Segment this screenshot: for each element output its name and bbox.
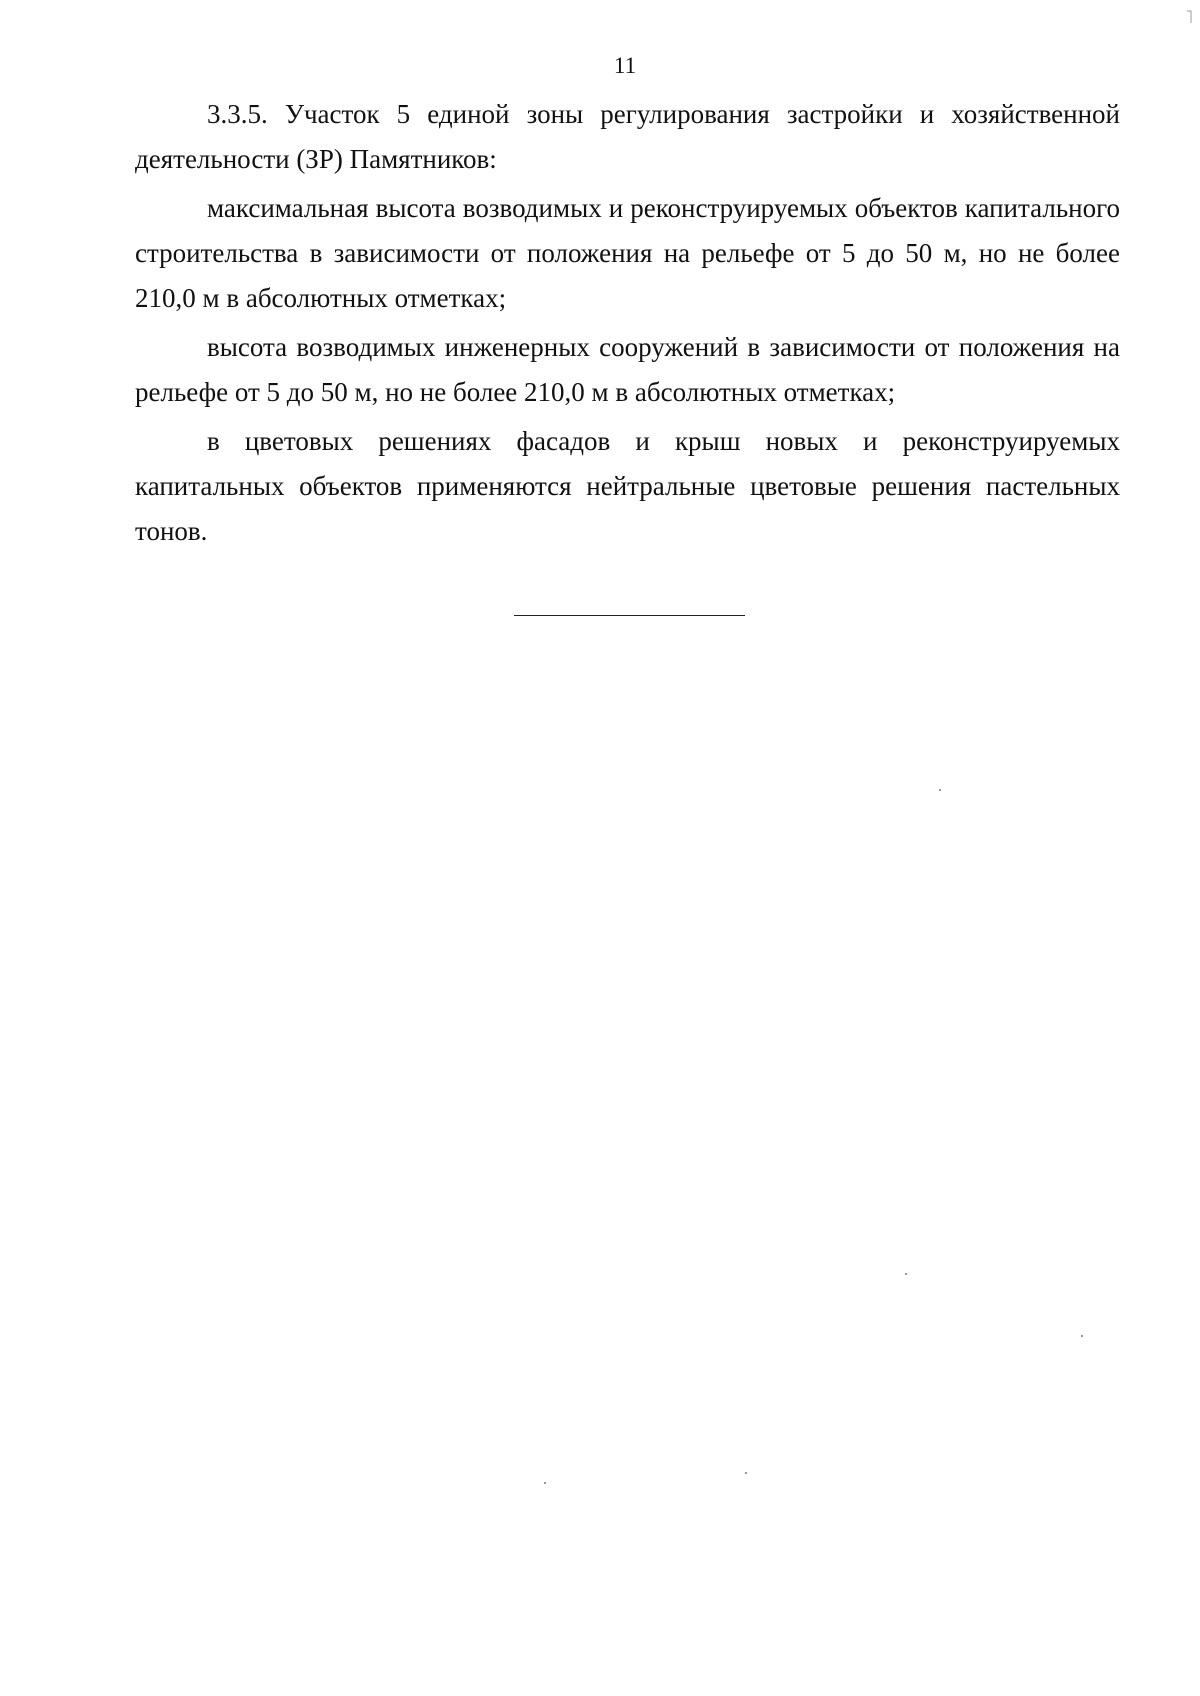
scan-edge-mark xyxy=(1186,10,1192,24)
scan-speck xyxy=(1081,1335,1083,1337)
scan-speck xyxy=(544,1482,546,1484)
scan-speck xyxy=(905,1273,907,1275)
paragraph-engineering-height: высота возводимых инженерных сооружений в зависимости от положения на рельефе от 5 до 50 м, но не более 210,0 м в абсолютных отметках; xyxy=(135,332,1120,407)
paragraph-color-solutions: в цветовых решениях фасадов и крыш новых и реконструируемых капитальных объектов применяются нейтральные цветовые решения пастельных тонов. xyxy=(135,426,1120,546)
scan-speck xyxy=(745,1472,747,1474)
end-of-text-rule xyxy=(514,615,745,616)
scan-speck xyxy=(939,789,941,791)
paragraph-section-3-3-5: 3.3.5. Участок 5 единой зоны регулирования застройки и хозяйственной деятельности (ЗР) Памятников: xyxy=(135,99,1120,174)
document-body xyxy=(135,92,1120,558)
page-number: 11 xyxy=(613,53,637,78)
paragraph-max-height: максимальная высота возводимых и реконструируемых объектов капитального строительства в зависимости от положения на рельефе от 5 до 50 м, но не более 210,0 м в абсолютных отметках; xyxy=(135,193,1120,313)
